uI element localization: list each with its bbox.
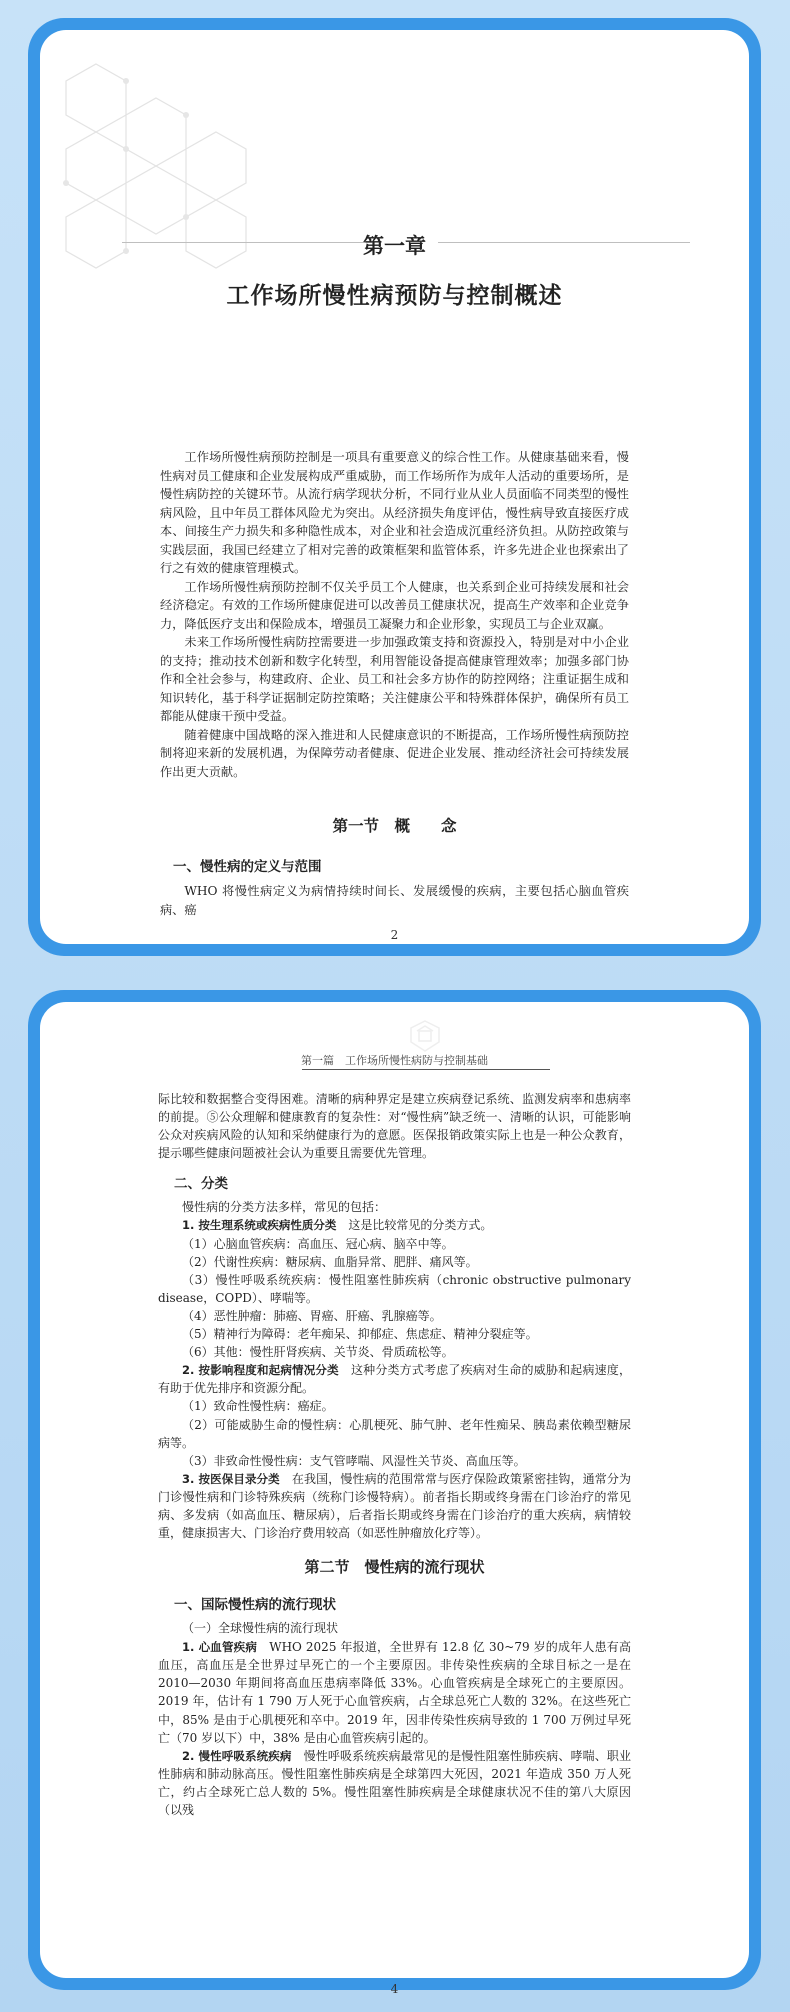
classification-method-1 <box>158 1216 631 1234</box>
chapter-title: 工作场所慢性病预防与控制概述 <box>226 283 563 309</box>
sub-subsection-title-global: （一）全球慢性病的流行现状 <box>182 1621 339 1636</box>
subsection-title: 一、慢性病的定义与范围 <box>173 859 322 875</box>
classification-method-3 <box>158 1470 631 1542</box>
list-item: （2）代谢性疾病：糖尿病、血脂异常、肥胖、痛风等。 <box>182 1254 478 1269</box>
page-card-2 <box>28 990 761 1996</box>
page-card-1 <box>28 18 761 956</box>
cvd-paragraph <box>158 1638 631 1747</box>
intro-paragraph: 工作场所慢性病预防控制不仅关乎员工个人健康，也关系到企业可持续发展和社会经济稳定。有效的工作场所健康促进可以改善员工健康状况，提高生产效率和企业竞争力，降低医疗支出和保险成本，增强员工凝聚力和企业形象，实现员工与企业双赢。 <box>160 579 629 631</box>
list-item: （1）心脑血管疾病：高血压、冠心病、脑卒中等。 <box>182 1236 454 1251</box>
list-item: （3）非致命性慢性病：支气管哮喘、风湿性关节炎、高血压等。 <box>182 1453 526 1468</box>
list-item: （3）慢性呼吸系统疾病：慢性阻塞性肺疾病（chronic obstructive pulmonary disease，COPD）、哮喘等。 <box>158 1272 631 1305</box>
respiratory-heading: 2. 慢性呼吸系统疾病 <box>182 1748 292 1763</box>
emblem-watermark-icon <box>407 1018 443 1054</box>
section-title-2: 第二节 慢性病的流行现状 <box>304 1558 485 1577</box>
page-sheet-1 <box>40 30 749 944</box>
cvd-text: WHO 2025 年报道，全世界有 12.8 亿 30~79 岁的成年人患有高血压，高血压是全世界过早死亡的一个主要原因。非传染性疾病的全球目标之一是在 2010—2030 年期间将高血压患病率降低 33%。心血管疾病是全球死亡的主要原因。2019 年，估计有 1 790 万人死于心血管疾病，占全球总死亡人数的 32%。在这些死亡中，85% 是由于心肌梗死和卒中。2019 年，因非传染性疾病导致的 1 700 万例过早死亡（70 岁以下）中，38% 是由心血管疾病引起的。 <box>158 1640 631 1745</box>
classification-intro: 慢性病的分类方法多样，常见的包括： <box>182 1200 387 1215</box>
intro-paragraph: 工作场所慢性病预防控制是一项具有重要意义的综合性工作。从健康基础来看，慢性病对员工健康和企业发展构成严重威胁，而工作场所作为成年人活动的重要场所，是慢性病防控的关键环节。从流行病学现状分析，不同行业从业人员面临不同类型的慢性病风险，且中年员工群体风险尤为突出。从经济损失角度评估，慢性病导致直接医疗成本、间接生产力损失和多种隐性成本，对企业和社会造成沉重经济负担。从防控政策与实践层面，我国已经建立了相对完善的政策框架和监管体系，许多先进企业也探索出了行之有效的健康管理模式。 <box>160 450 629 575</box>
running-head: 第一篇 工作场所慢性病防与控制基础 <box>301 1054 488 1067</box>
list-item: （2）可能威胁生命的慢性病：心肌梗死、肺气肿、老年性痴呆、胰岛素依赖型糖尿病等。 <box>158 1417 631 1450</box>
intro-paragraph: 随着健康中国战略的深入推进和人民健康意识的不断提高，工作场所慢性病预防控制将迎来新的发展机遇，为保障劳动者健康、促进企业发展、推动经济社会可持续发展作出更大贡献。 <box>160 727 629 779</box>
chapter-number: 第一章 <box>363 234 426 258</box>
list-item: （5）精神行为障碍：老年痴呆、抑郁症、焦虑症、精神分裂症等。 <box>182 1327 538 1342</box>
cvd-heading: 1. 心血管疾病 <box>182 1640 258 1655</box>
method-2-text: 这种分类方式考虑了疾病对生命的威胁和起病速度，有助于优先排序和资源分配。 <box>158 1363 631 1396</box>
chapter-intro <box>160 448 629 781</box>
subsection-title-international: 一、国际慢性病的流行现状 <box>174 1597 336 1614</box>
page-number: 2 <box>390 928 399 942</box>
method-3-heading: 3. 按医保目录分类 <box>182 1471 280 1486</box>
method-2-heading: 2. 按影响程度和起病情况分类 <box>182 1363 339 1378</box>
body-line: WHO 将慢性病定义为病情持续时间长、发展缓慢的疾病，主要包括心脑血管疾病、癌 <box>160 884 629 917</box>
hexagon-pattern-decoration <box>56 44 256 304</box>
method-1-heading: 1. 按生理系统或疾病性质分类 <box>182 1218 337 1233</box>
section-title: 第一节 概 念 <box>332 817 457 835</box>
page-sheet-2 <box>40 1002 749 1996</box>
body-paragraph <box>160 882 629 919</box>
continuation-paragraph: 际比较和数据整合变得困难。清晰的病种界定是建立疾病登记系统、监测发病率和患病率的前提。⑤公众理解和健康教育的复杂性：对“慢性病”缺乏统一、清晰的认识，可能影响公众对疾病风险的认知和采纳健康行为的意愿。医保报销政策实际上也是一种公众教育，提示哪些健康问题被社会认为重要且需要优先管理。 <box>158 1092 631 1161</box>
page-number: 4 <box>390 1982 399 1996</box>
list-item: （6）其他：慢性肝肾疾病、关节炎、骨质疏松等。 <box>182 1345 454 1360</box>
page2-body <box>158 1090 631 1819</box>
subsection-title-classification: 二、分类 <box>174 1176 228 1193</box>
method-3-text: 在我国，慢性病的范围常常与医疗保险政策紧密挂钩，通常分为门诊慢性病和门诊特殊疾病（统称门诊慢特病）。前者指长期或终身需在门诊治疗的常见病、多发病（如高血压、糖尿病），后者指长期或终身需在门诊治疗的重大疾病，病情较重，健康损害大、门诊治疗费用较高（如恶性肿瘤放化疗等）。 <box>158 1471 631 1541</box>
classification-method-2 <box>158 1361 631 1397</box>
intro-paragraph: 未来工作场所慢性病防控需要进一步加强政策支持和资源投入，特别是对中小企业的支持；推动技术创新和数字化转型，利用智能设备提高健康管理效率；加强多部门协作和全社会参与，构建政府、企业、员工和社会多方协作的防控网络；注重证据生成和知识转化，基于科学证据制定防控策略；关注健康公平和特殊群体保护，确保所有员工都能从健康干预中受益。 <box>160 635 629 723</box>
method-1-text: 这是比较常见的分类方式。 <box>336 1218 493 1233</box>
list-item: （4）恶性肿瘤：肺癌、胃癌、肝癌、乳腺癌等。 <box>182 1308 442 1323</box>
respiratory-paragraph <box>158 1747 631 1819</box>
list-item: （1）致命性慢性病：癌症。 <box>182 1399 334 1414</box>
running-head-rule <box>302 1069 550 1070</box>
respiratory-text: 慢性呼吸系统疾病最常见的是慢性阻塞性肺疾病、哮喘、职业性肺病和肺动脉高压。慢性阻塞性肺疾病是全球第四大死因，2021 年造成 350 万人死亡，约占全球死亡总人数的 5%。慢性阻塞性肺疾病是全球健康状况不佳的第八大原因（以残 <box>158 1748 631 1817</box>
